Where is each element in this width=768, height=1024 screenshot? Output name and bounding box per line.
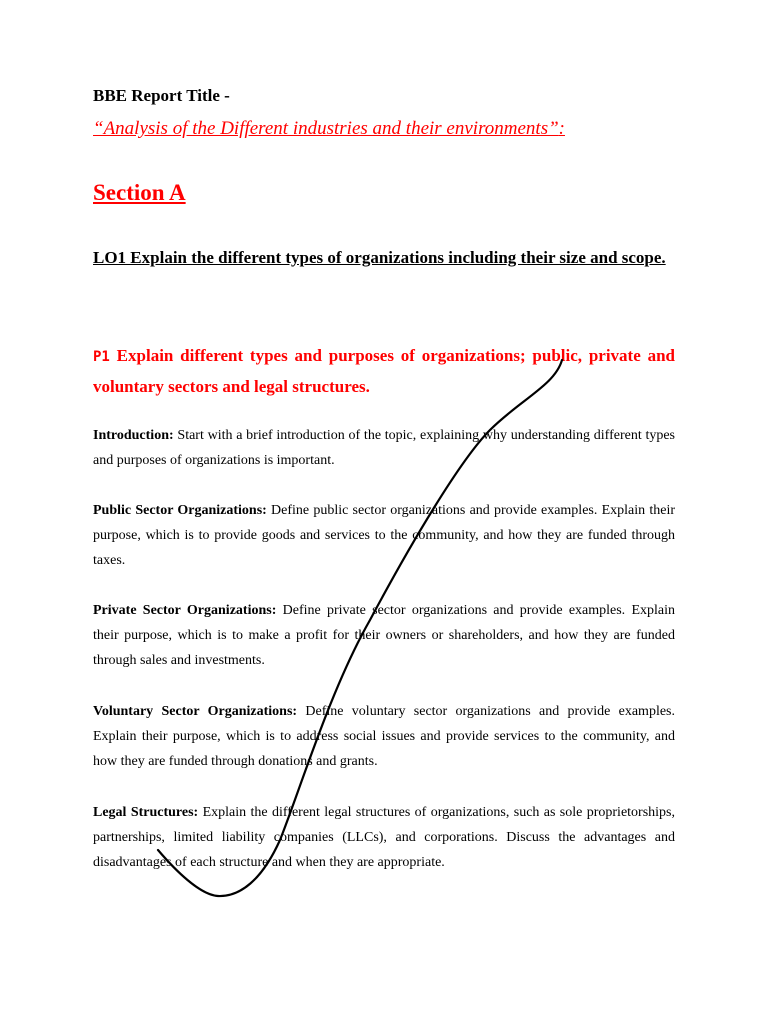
criterion-code: P1 [93, 349, 110, 365]
paragraph-text: Define private sector organizations and provide examples. Explain their purpose, which is to make a profit for their owners or shareholders, and how they are funded through sales and investments. [93, 603, 676, 668]
report-title-text: “Analysis of the Different industries and their environments” [93, 118, 559, 139]
section-heading: Section A [93, 180, 186, 205]
paragraph-text: Explain the different legal structures of organizations, such as sole proprietorships, partnerships, limited liability companies (LLCs), and corporations. Discuss the advantages and disadvantages of each structure and when they are appropriate. [93, 805, 675, 870]
paragraph-label: Voluntary Sector Organizations: [93, 704, 298, 719]
paragraph-label: Introduction: [93, 428, 174, 443]
paragraph-text: Define public sector organizations and provide examples. Explain their purpose, which is to provide goods and services to the community, and how they are funded through taxes. [93, 503, 675, 568]
paragraph-label: Private Sector Organizations: [93, 603, 277, 618]
report-title-label: BBE Report Title - [93, 86, 230, 105]
paragraph-label: Legal Structures: [93, 805, 199, 820]
report-title-colon: : [558, 118, 565, 139]
paragraph-text: Define voluntary sector organizations and provide examples. Explain their purpose, which is to address social issues and provide services to the community, and how they are funded through donations and grants. [93, 704, 675, 769]
criterion-text: Explain different types and purposes of organizations; public, private and voluntary sectors and legal structures. [93, 346, 675, 396]
paragraph-label: Public Sector Organizations: [93, 503, 267, 518]
paragraph-text: Start with a brief introduction of the topic, explaining why understanding different types and purposes of organizations is important. [93, 428, 676, 468]
learning-outcome-heading: LO1 Explain the different types of organizations including their size and scope. [93, 248, 666, 267]
